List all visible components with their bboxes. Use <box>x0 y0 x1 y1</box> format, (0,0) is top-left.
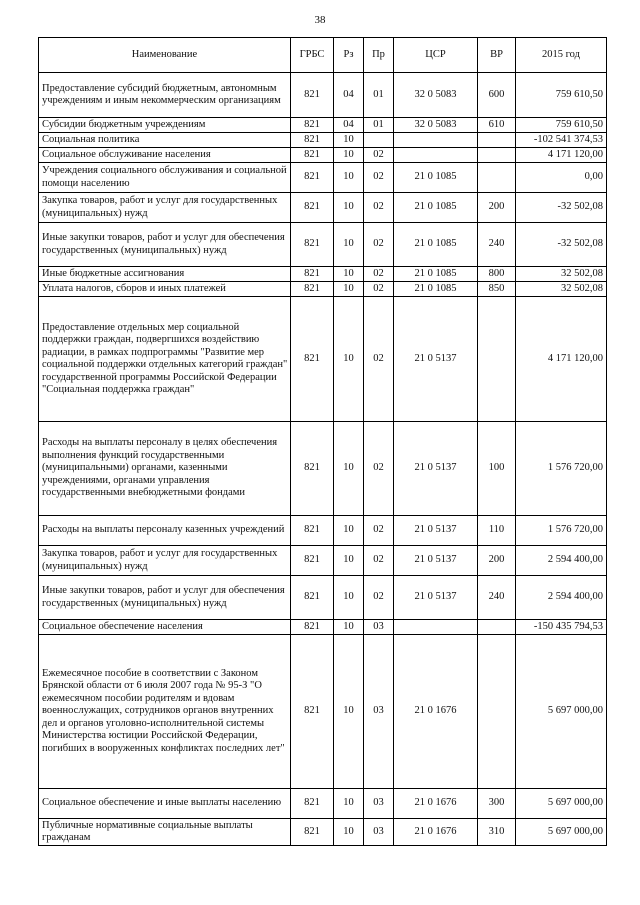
cell-amount: 2 594 400,00 <box>516 576 607 620</box>
table-row <box>39 297 607 422</box>
cell-grbs: 821 <box>291 267 334 282</box>
cell-pr: 03 <box>364 819 394 846</box>
cell-name: Социальная политика <box>39 133 291 148</box>
table-row <box>39 635 607 789</box>
cell-pr: 03 <box>364 635 394 789</box>
cell-rz: 10 <box>334 297 364 422</box>
cell-grbs: 821 <box>291 546 334 576</box>
cell-pr: 02 <box>364 297 394 422</box>
cell-vr: 850 <box>478 282 516 297</box>
cell-amount: 32 502,08 <box>516 267 607 282</box>
cell-grbs: 821 <box>291 635 334 789</box>
cell-pr: 02 <box>364 546 394 576</box>
cell-name: Уплата налогов, сборов и иных платежей <box>39 282 291 297</box>
cell-csr: 21 0 5137 <box>394 297 478 422</box>
cell-amount: 759 610,50 <box>516 118 607 133</box>
cell-name: Социальное обслуживание населения <box>39 148 291 163</box>
cell-grbs: 821 <box>291 163 334 193</box>
cell-grbs: 821 <box>291 73 334 118</box>
cell-csr <box>394 620 478 635</box>
cell-csr: 21 0 1676 <box>394 819 478 846</box>
budget-table <box>38 37 607 846</box>
cell-vr <box>478 620 516 635</box>
cell-vr <box>478 148 516 163</box>
page-number: 38 <box>314 14 326 26</box>
cell-name: Субсидии бюджетным учреждениям <box>39 118 291 133</box>
cell-csr <box>394 148 478 163</box>
cell-vr: 310 <box>478 819 516 846</box>
table-row <box>39 163 607 193</box>
cell-amount: -32 502,08 <box>516 223 607 267</box>
header-pr: Пр <box>364 38 394 73</box>
cell-csr: 21 0 1085 <box>394 267 478 282</box>
cell-pr: 01 <box>364 73 394 118</box>
cell-csr <box>394 133 478 148</box>
cell-csr: 32 0 5083 <box>394 73 478 118</box>
cell-vr: 610 <box>478 118 516 133</box>
cell-name: Предоставление отдельных мер социальной поддержки граждан, подвергшихся воздействию радиации, в рамках подпрограммы "Развитие мер социальной поддержки отдельных категорий граждан" государственной программы Российской Федерации "Социальная поддержка граждан" <box>39 297 291 422</box>
cell-amount: -102 541 374,53 <box>516 133 607 148</box>
cell-amount: 4 171 120,00 <box>516 148 607 163</box>
cell-pr: 02 <box>364 422 394 516</box>
table-row <box>39 282 607 297</box>
table-row <box>39 546 607 576</box>
cell-rz: 10 <box>334 789 364 819</box>
cell-name: Ежемесячное пособие в соответствии с Законом Брянской области от 6 июля 2007 года № 95-З "О ежемесячном пособии родителям и вдовам военнослужащих, сотрудников органов внутренних дел и органов уголовно-исполнительной системы Министерства юстиции Российской Федерации, погибших в вооруженных конфликтах последних лет" <box>39 635 291 789</box>
cell-csr: 21 0 1085 <box>394 163 478 193</box>
cell-vr: 800 <box>478 267 516 282</box>
cell-grbs: 821 <box>291 133 334 148</box>
cell-rz: 10 <box>334 516 364 546</box>
cell-amount: 4 171 120,00 <box>516 297 607 422</box>
cell-csr: 32 0 5083 <box>394 118 478 133</box>
cell-vr <box>478 163 516 193</box>
cell-amount: 0,00 <box>516 163 607 193</box>
cell-grbs: 821 <box>291 148 334 163</box>
table-row <box>39 576 607 620</box>
cell-amount: 1 576 720,00 <box>516 516 607 546</box>
cell-rz: 10 <box>334 148 364 163</box>
cell-pr: 02 <box>364 163 394 193</box>
header-csr: ЦСР <box>394 38 478 73</box>
cell-rz: 10 <box>334 282 364 297</box>
cell-rz: 04 <box>334 118 364 133</box>
cell-grbs: 821 <box>291 576 334 620</box>
cell-rz: 10 <box>334 635 364 789</box>
cell-grbs: 821 <box>291 819 334 846</box>
cell-vr: 200 <box>478 546 516 576</box>
header-grbs: ГРБС <box>291 38 334 73</box>
cell-csr: 21 0 1085 <box>394 223 478 267</box>
cell-rz: 10 <box>334 163 364 193</box>
table-row <box>39 422 607 516</box>
cell-csr: 21 0 1676 <box>394 789 478 819</box>
cell-grbs: 821 <box>291 118 334 133</box>
cell-grbs: 821 <box>291 282 334 297</box>
cell-pr: 02 <box>364 223 394 267</box>
cell-amount: -32 502,08 <box>516 193 607 223</box>
cell-csr: 21 0 1676 <box>394 635 478 789</box>
cell-name: Закупка товаров, работ и услуг для государственных (муниципальных) нужд <box>39 193 291 223</box>
table-row <box>39 819 607 846</box>
cell-vr: 300 <box>478 789 516 819</box>
cell-name: Учреждения социального обслуживания и социальной помощи населению <box>39 163 291 193</box>
cell-name: Публичные нормативные социальные выплаты гражданам <box>39 819 291 846</box>
cell-grbs: 821 <box>291 297 334 422</box>
cell-grbs: 821 <box>291 223 334 267</box>
cell-rz: 10 <box>334 576 364 620</box>
cell-csr: 21 0 5137 <box>394 576 478 620</box>
cell-csr: 21 0 5137 <box>394 546 478 576</box>
table-row <box>39 73 607 118</box>
cell-amount: 1 576 720,00 <box>516 422 607 516</box>
cell-rz: 04 <box>334 73 364 118</box>
table-row <box>39 193 607 223</box>
cell-vr: 240 <box>478 223 516 267</box>
cell-name: Расходы на выплаты персоналу в целях обеспечения выполнения функций государственными (муниципальными) органами, казенными учреждениями, органами управления государственными внебюджетными фондами <box>39 422 291 516</box>
cell-csr: 21 0 1085 <box>394 282 478 297</box>
cell-name: Иные бюджетные ассигнования <box>39 267 291 282</box>
cell-csr: 21 0 5137 <box>394 516 478 546</box>
cell-vr <box>478 133 516 148</box>
cell-pr: 03 <box>364 620 394 635</box>
cell-vr: 100 <box>478 422 516 516</box>
cell-amount: 759 610,50 <box>516 73 607 118</box>
cell-pr: 02 <box>364 267 394 282</box>
table-header-row <box>39 38 607 73</box>
table-row <box>39 516 607 546</box>
cell-csr: 21 0 5137 <box>394 422 478 516</box>
cell-rz: 10 <box>334 267 364 282</box>
table-row <box>39 148 607 163</box>
cell-amount: 32 502,08 <box>516 282 607 297</box>
cell-vr: 240 <box>478 576 516 620</box>
cell-name: Предоставление субсидий бюджетным, автономным учреждениям и иным некоммерческим организациям <box>39 73 291 118</box>
cell-vr: 110 <box>478 516 516 546</box>
cell-vr: 600 <box>478 73 516 118</box>
cell-amount: 5 697 000,00 <box>516 819 607 846</box>
cell-rz: 10 <box>334 819 364 846</box>
header-year: 2015 год <box>516 38 607 73</box>
header-name: Наименование <box>39 38 291 73</box>
cell-name: Социальное обеспечение и иные выплаты населению <box>39 789 291 819</box>
cell-vr <box>478 297 516 422</box>
cell-name: Расходы на выплаты персоналу казенных учреждений <box>39 516 291 546</box>
cell-name: Иные закупки товаров, работ и услуг для обеспечения государственных (муниципальных) нужд <box>39 576 291 620</box>
cell-vr <box>478 635 516 789</box>
cell-pr: 02 <box>364 193 394 223</box>
cell-csr: 21 0 1085 <box>394 193 478 223</box>
cell-grbs: 821 <box>291 516 334 546</box>
cell-name: Иные закупки товаров, работ и услуг для обеспечения государственных (муниципальных) нужд <box>39 223 291 267</box>
cell-pr <box>364 133 394 148</box>
cell-pr: 02 <box>364 148 394 163</box>
cell-rz: 10 <box>334 422 364 516</box>
cell-rz: 10 <box>334 223 364 267</box>
cell-vr: 200 <box>478 193 516 223</box>
cell-pr: 01 <box>364 118 394 133</box>
cell-pr: 02 <box>364 516 394 546</box>
cell-rz: 10 <box>334 193 364 223</box>
cell-rz: 10 <box>334 546 364 576</box>
table-row <box>39 223 607 267</box>
header-vr: ВР <box>478 38 516 73</box>
table-row <box>39 118 607 133</box>
cell-grbs: 821 <box>291 620 334 635</box>
cell-name: Социальное обеспечение населения <box>39 620 291 635</box>
header-rz: Рз <box>334 38 364 73</box>
cell-amount: 2 594 400,00 <box>516 546 607 576</box>
table-row <box>39 620 607 635</box>
cell-rz: 10 <box>334 133 364 148</box>
cell-amount: -150 435 794,53 <box>516 620 607 635</box>
cell-grbs: 821 <box>291 422 334 516</box>
cell-rz: 10 <box>334 620 364 635</box>
table-row <box>39 789 607 819</box>
cell-pr: 03 <box>364 789 394 819</box>
cell-amount: 5 697 000,00 <box>516 789 607 819</box>
cell-amount: 5 697 000,00 <box>516 635 607 789</box>
cell-pr: 02 <box>364 576 394 620</box>
table-row <box>39 267 607 282</box>
table-row <box>39 133 607 148</box>
cell-grbs: 821 <box>291 193 334 223</box>
cell-grbs: 821 <box>291 789 334 819</box>
cell-name: Закупка товаров, работ и услуг для государственных (муниципальных) нужд <box>39 546 291 576</box>
cell-pr: 02 <box>364 282 394 297</box>
